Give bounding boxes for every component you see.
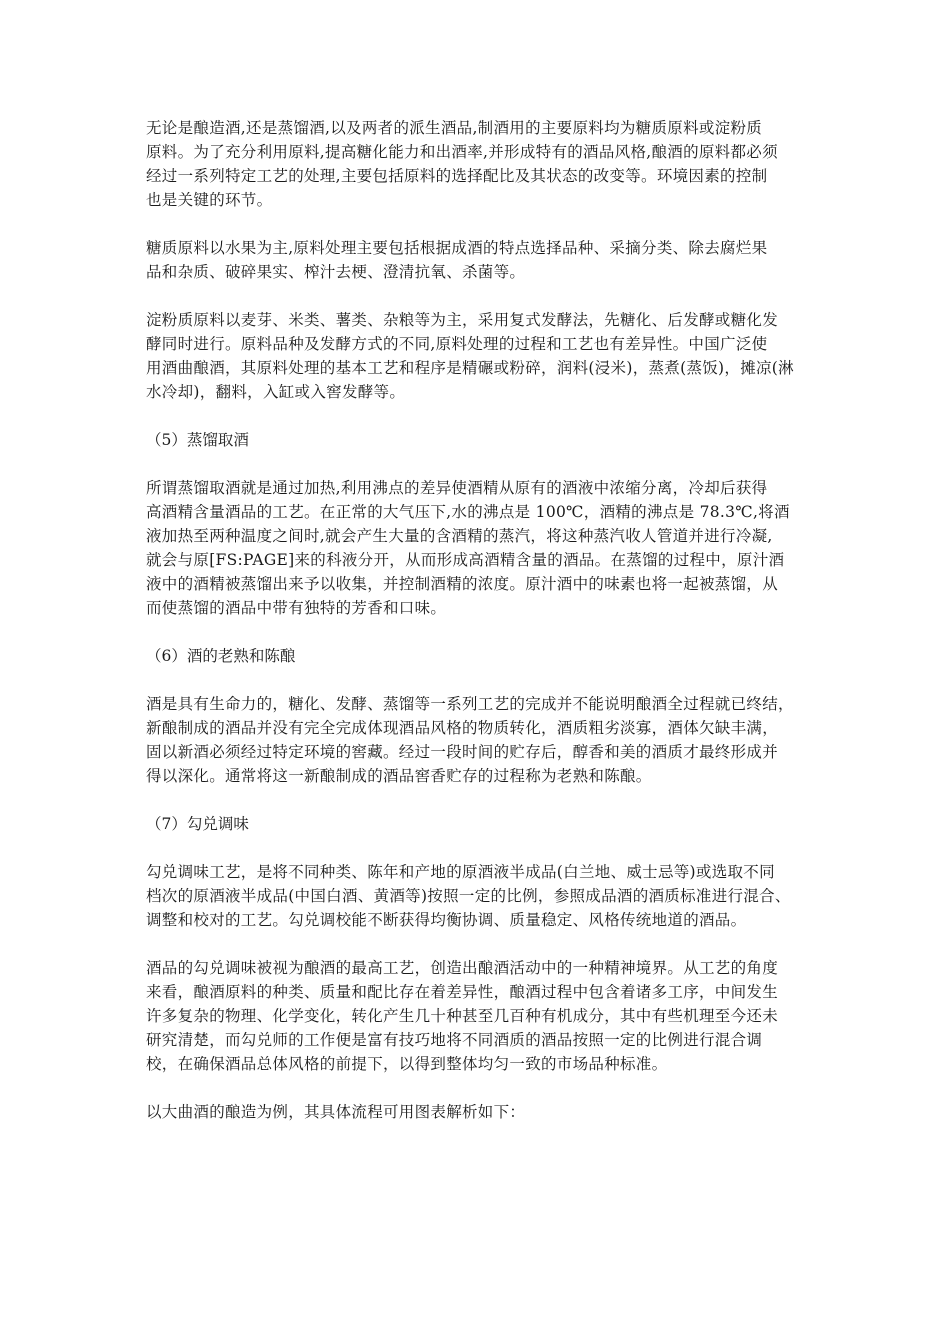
text-line: 以大曲酒的酿造为例，其具体流程可用图表解析如下：: [146, 1103, 526, 1121]
paragraph-gap: [146, 452, 808, 476]
text-line: 酒是具有生命力的，糖化、发酵、蒸馏等一系列工艺的完成并不能说明酿酒全过程就已终结，: [146, 695, 794, 713]
document-page: [146, 116, 808, 1124]
text-line: 液加热至两种温度之间时,就会产生大量的含酒精的蒸汽，将这种蒸汽收人管道并进行冷凝,: [146, 527, 773, 545]
text-line: 许多复杂的物理、化学变化，转化产生几十种甚至几百种有机成分，其中有些机理至今还未: [146, 1007, 779, 1025]
paragraph-gap: [146, 620, 808, 644]
text-line: 酵同时进行。原料品种及发酵方式的不同,原料处理的过程和工艺也有差异性。中国广泛使: [146, 335, 768, 353]
paragraph-gap: [146, 836, 808, 860]
section-heading-blending: （7）勾兑调味: [146, 815, 249, 833]
text-line: 而使蒸馏的酒品中带有独特的芳香和口味。: [146, 599, 447, 617]
paragraph-gap: [146, 788, 808, 812]
paragraph-gap: [146, 212, 808, 236]
text-line: 糖质原料以水果为主,原料处理主要包括根据成酒的特点选择品种、采摘分类、除去腐烂果: [146, 239, 768, 257]
paragraph-daqu-example: [146, 1100, 808, 1124]
text-line: 原料。为了充分利用原料,提高糖化能力和出酒率,并形成特有的酒品风格,酿酒的原料都必须: [146, 143, 778, 161]
paragraph-raw-materials: [146, 116, 808, 212]
text-line: 酒品的勾兑调味被视为酿酒的最高工艺，创造出酿酒活动中的一种精神境界。从工艺的角度: [146, 959, 779, 977]
text-line: 水冷却)，翻料，入缸或入窖发酵等。: [146, 383, 406, 401]
paragraph-distillation: [146, 476, 808, 620]
text-line: 高酒精含量酒品的工艺。在正常的大气压下,水的沸点是 100℃，酒精的沸点是 78.3℃,将酒: [146, 503, 790, 521]
text-line: 固以新酒必须经过特定环境的窖藏。经过一段时间的贮存后，醇香和美的酒质才最终形成并: [146, 743, 779, 761]
text-line: 得以深化。通常将这一新酿制成的酒品窖香贮存的过程称为老熟和陈酿。: [146, 767, 652, 785]
text-line: 淀粉质原料以麦芽、米类、薯类、杂粮等为主，采用复式发酵法，先糖化、后发酵或糖化发: [146, 311, 779, 329]
paragraph-gap: [146, 932, 808, 956]
text-line: 无论是酿造酒,还是蒸馏酒,以及两者的派生酒品,制酒用的主要原料均为糖质原料或淀粉质: [146, 119, 763, 137]
section-heading-distillation: （5）蒸馏取酒: [146, 431, 249, 449]
paragraph-sugar-materials: [146, 236, 808, 284]
text-line: 校，在确保酒品总体风格的前提下，以得到整体均匀一致的市场品种标准。: [146, 1055, 668, 1073]
text-line: 品和杂质、破碎果实、榨汁去梗、澄清抗氧、杀菌等。: [146, 263, 526, 281]
text-line: 经过一系列特定工艺的处理,主要包括原料的选择配比及其状态的改变等。环境因素的控制: [146, 167, 768, 185]
text-line: 用酒曲酿酒，其原料处理的基本工艺和程序是精碾或粉碎，润料(浸米)，蒸煮(蒸饭)，摊凉(淋: [146, 359, 794, 377]
paragraph-aging: [146, 692, 808, 788]
text-line: 新酿制成的酒品并没有完全完成体现酒品风格的物质转化，酒质粗劣淡寡，酒体欠缺丰满，: [146, 719, 779, 737]
text-line: 档次的原酒液半成品(中国白酒、黄酒等)按照一定的比例，参照成品酒的酒质标准进行混合、: [146, 887, 791, 905]
text-line: 就会与原[FS:PAGE]来的科液分开，从而形成高酒精含量的酒品。在蒸馏的过程中，原汁酒: [146, 551, 785, 569]
paragraph-blending-art: [146, 956, 808, 1076]
text-line: 调整和校对的工艺。勾兑调校能不断获得均衡协调、质量稳定、风格传统地道的酒品。: [146, 911, 747, 929]
text-line: 液中的酒精被蒸馏出来予以收集，并控制酒精的浓度。原汁酒中的味素也将一起被蒸馏，从: [146, 575, 779, 593]
paragraph-blending: [146, 860, 808, 932]
text-line: 也是关键的环节。: [146, 191, 273, 209]
text-line: 研究清楚，而勾兑师的工作便是富有技巧地将不同酒质的酒品按照一定的比例进行混合调: [146, 1031, 763, 1049]
paragraph-gap: [146, 284, 808, 308]
paragraph-starch-materials: [146, 308, 808, 404]
paragraph-gap: [146, 668, 808, 692]
text-line: 勾兑调味工艺，是将不同种类、陈年和产地的原酒液半成品(白兰地、威士忌等)或选取不同: [146, 863, 775, 881]
text-line: 所谓蒸馏取酒就是通过加热,利用沸点的差异使酒精从原有的酒液中浓缩分离，冷却后获得: [146, 479, 768, 497]
text-line: 来看，酿酒原料的种类、质量和配比存在着差异性，酿酒过程中包含着诸多工序，中间发生: [146, 983, 779, 1001]
paragraph-gap: [146, 404, 808, 428]
section-heading-aging: （6）酒的老熟和陈酿: [146, 647, 296, 665]
paragraph-gap: [146, 1076, 808, 1100]
